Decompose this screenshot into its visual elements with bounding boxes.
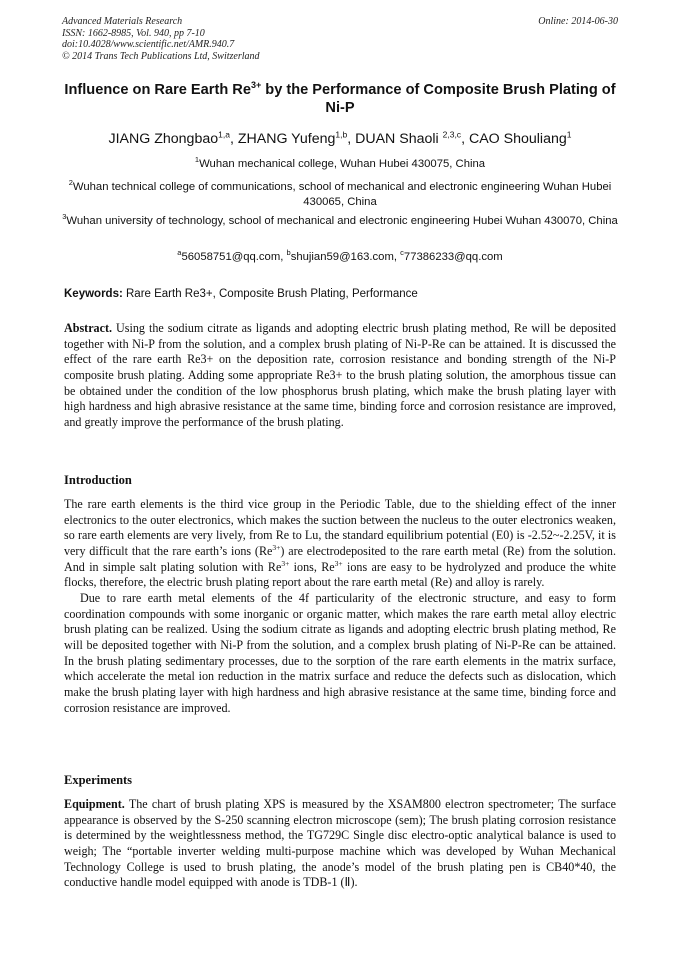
intro-text: ) are electrodeposited to the rare earth metal (Re) from the solution. And in simple salt plating solution with Re: [64, 543, 616, 574]
intro-text: ions are easy to be hydrolyzed and produce the white flocks, therefore, the electric brush plating report about the rare earth metal (Re) and alloy is rarely.: [64, 559, 616, 590]
email-separator: ,: [280, 251, 287, 263]
introduction-paragraph-1: [64, 497, 616, 591]
equipment-text: The chart of brush plating XPS is measured by the XSAM800 electron spectrometer; The surface appearance is observed by the S-250 scanning electron microscope (sem); The brush plating corrosion resistance is determined by the weightlessness method, the TG729C Single disc electro-optic analytical balance is used to weigh; The “portable inverter welding multi-purpose machine which was developed by Wuhan Mechanical Technology College is used to brush plating, the anode’s model of the brush plating pen is CB40*40, the conductive handle model equipped with anode is TDB-1 (Ⅱ).: [64, 797, 616, 890]
author-separator: ,: [347, 131, 356, 147]
ion-charge: 3+: [334, 558, 343, 568]
email-mark: b: [286, 248, 291, 258]
journal-header: [62, 16, 618, 62]
intro-text: ions, Re: [289, 559, 335, 574]
email-mark: a: [177, 248, 182, 258]
keywords-text: Rare Earth Re3+, Composite Brush Plating, Performance: [122, 288, 418, 300]
abstract-text: Using the sodium citrate as ligands and adopting electric brush plating method, Re will be deposited together with Ni-P from the solution, and a complex brush plating of Ni-P-Re can be attained. It is discussed the effect of the rare earth Re3+ on the deposition rate, corrosion resistance and bonding strength of the Ni-P composite brush plating. Adding some appropriate Re3+ to the brush plating solution, the amorphous tissue can be obtained under the condition of the low phosphorus brush plating, which make the brush plating layer with high hardness and high abrasive resistance at the same time, binding force and corrosion resistance are improved, and greatly improve the performance of the brush plating.: [64, 321, 616, 429]
affiliation-mark: 2: [68, 178, 73, 188]
email-separator: ,: [393, 251, 401, 263]
affiliation-mark: 3: [62, 212, 67, 222]
experiments-heading: Experiments: [64, 773, 133, 787]
affiliation-2: [50, 180, 630, 209]
introduction-paragraph-2: Due to rare earth metal elements of the 4f particularity of the electronic structure, and easy to form coordination compounds with some inorganic or organic matter, which makes the rare earth metal alloy electric brush plating can be realized. Using the sodium citrate as ligands and adopting electric brush plating method, Re will be deposited together with Ni-P from the solution, and a complex brush plating of Ni-P-Re can be attained. In the brush plating sedimentary processes, due to the sorption of the rare earth elements in the matrix surface, which accelerate the metal ion reduction in the matrix surface and reduce the defects such as dislocation, which make the brush plating layer with high hardness and high abrasive resistance at the same time, binding force and corrosion resistance are improved.: [64, 590, 616, 715]
online-date: Online: 2014-06-30: [538, 16, 618, 27]
author-name: ZHANG Yufeng: [237, 131, 336, 147]
equipment-paragraph: [64, 797, 616, 891]
email-line: [50, 250, 630, 265]
affiliation-3: [50, 214, 630, 229]
author-affil-mark: 1,a: [218, 129, 230, 140]
introduction-heading: Introduction: [64, 473, 132, 487]
email-mark: c: [400, 248, 404, 258]
affiliation-mark: 1: [194, 155, 200, 165]
author-name: CAO Shouliang: [468, 131, 567, 147]
email-address[interactable]: shujian59@163.com: [290, 251, 394, 263]
author-name: DUAN Shaoli: [355, 131, 443, 147]
issn-line: ISSN: 1662-8985, Vol. 940, pp 7-10: [62, 27, 205, 39]
equipment-label: Equipment.: [64, 797, 125, 811]
author-affil-mark: 1: [566, 129, 572, 140]
title-part1: Influence on Rare Earth Re: [64, 82, 251, 98]
ion-charge: 3+: [281, 558, 290, 568]
email-address[interactable]: 77386233@qq.com: [403, 251, 503, 263]
introduction-body: [64, 497, 616, 716]
copyright-line: © 2014 Trans Tech Publications Ltd, Switzerland: [62, 50, 260, 62]
author-separator: ,: [461, 131, 469, 147]
abstract-label: Abstract.: [64, 321, 113, 335]
intro-text: The rare earth elements is the third vice group in the Periodic Table, due to the shielding effect of the inner electronics to the outer electronics, which makes the suction between the nucleus to the outer electronics weaken, so rare earth elements are very lively, from Re to Lu, the standard equilibrium potential (E0) is -2.52~-2.25V, it is very difficult that the rare earth’s ions (Re: [64, 497, 616, 558]
author-separator: ,: [229, 131, 238, 147]
author-affil-mark: 2,3,c: [442, 129, 462, 140]
author-name: JIANG Zhongbao: [108, 131, 219, 147]
affiliation-text: Wuhan university of technology, school of mechanical and electronic engineering Hubei Wuhan 430070, China: [66, 215, 618, 227]
keywords-label: Keywords:: [64, 288, 123, 300]
doi-line[interactable]: doi:10.4028/www.scientific.net/AMR.940.7: [62, 39, 235, 50]
journal-name: Advanced Materials Research: [62, 16, 183, 27]
email-address[interactable]: 56058751@qq.com: [181, 251, 281, 263]
affiliation-text: Wuhan technical college of communications, school of mechanical and electronic engineering Wuhan Hubei 430065, China: [72, 181, 612, 208]
affiliation-1: [50, 157, 630, 172]
keywords: [64, 287, 619, 302]
title-part2: by the Performance of Composite Brush Plating of Ni-P: [261, 82, 616, 116]
title-superscript: 3+: [250, 80, 262, 91]
ion-charge: 3+: [272, 542, 281, 552]
author-affil-mark: 1,b: [335, 129, 348, 140]
affiliation-text: Wuhan mechanical college, Wuhan Hubei 430075, China: [199, 158, 486, 170]
abstract: [64, 321, 616, 431]
paper-title: [62, 81, 618, 117]
author-list: [40, 130, 640, 148]
